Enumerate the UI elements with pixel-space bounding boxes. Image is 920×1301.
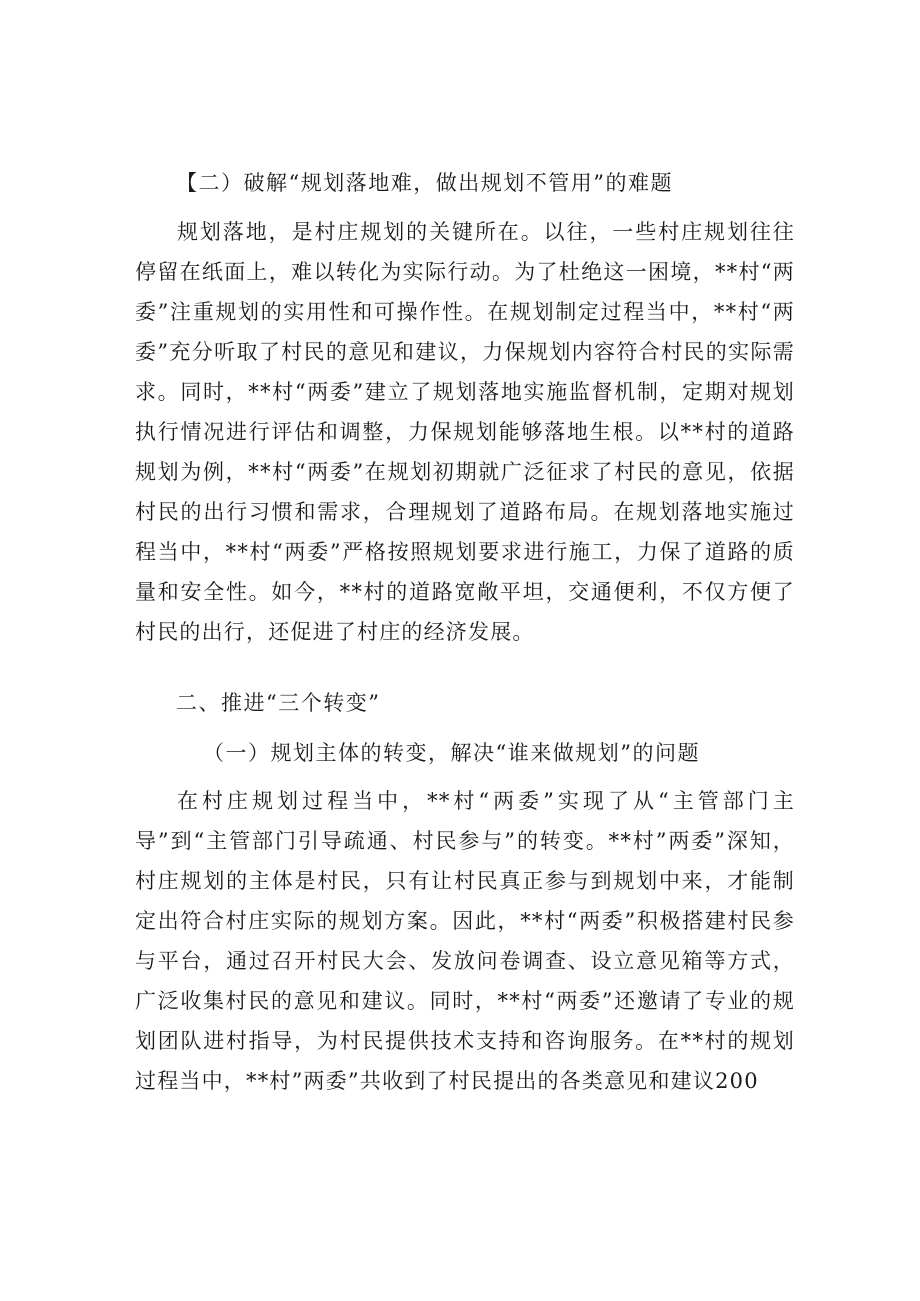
paragraph-planning-subject: 在村庄规划过程当中，**村“两委”实现了从“主管部门主导”到“主管部门引导疏通、村民参与”的转变。**村”两委”深知，村庄规划的主体是村民，只有让村民真正参与到规划中来，才能制定出符合村庄实际的规划方案。因此，**村“两委”积极搭建村民参与平台，通过召开村民大会、发放问卷调查、设立意见箱等方式，广泛收集村民的意见和建议。同时，**村“两委”还邀请了专业的规划团队进村指导，为村民提供技术支持和咨询服务。在**村的规划过程当中，**村”两委”共收到了村民提出的各类意见和建议200	[135, 789, 795, 1093]
paragraph-planning-implementation: 规划落地，是村庄规划的关键所在。以往，一些村庄规划往往停留在纸面上，难以转化为实际行动。为了杜绝这一困境，**村“两委”注重规划的实用性和可操作性。在规划制定过程当中，**村“两委”充分听取了村民的意见和建议，力保规划内容符合村民的实际需求。同时，**村“两委”建立了规划落地实施监督机制，定期对规划执行情况进行评估和调整，力保规划能够落地生根。以**村的道路规划为例，**村“两委”在规划初期就广泛征求了村民的意见，依据村民的出行习惯和需求，合理规划了道路布局。在规划落地实施过程当中，**村“两委”严格按照规划要求进行施工，力保了道路的质量和安全性。如今，**村的道路宽敞平坦，交通便利，不仅方便了村民的出行，还促进了村庄的经济发展。	[135, 220, 795, 644]
subsection-heading-2: 【二）破解“规划落地难，做出规划不管用”的难题	[176, 171, 673, 195]
subsection-heading-1: （一）规划主体的转变，解决“谁来做规划”的问题	[203, 741, 700, 765]
section-heading-2: 二、推进“三个转变”	[176, 691, 381, 715]
